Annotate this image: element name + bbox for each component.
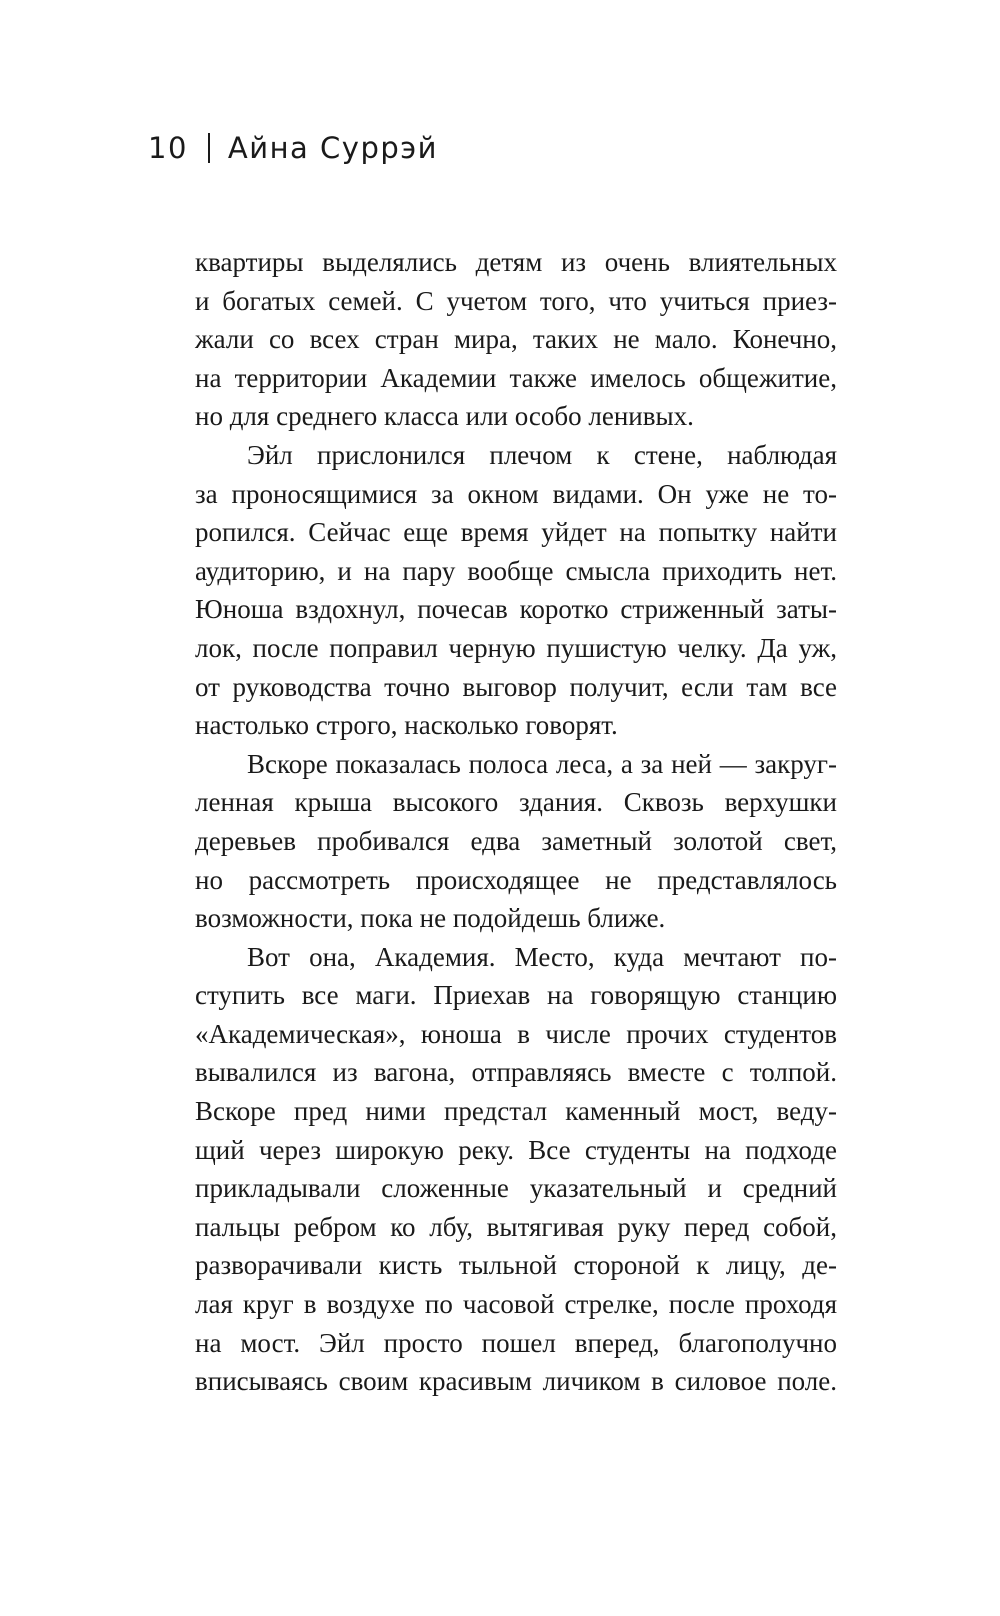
text-line: настолько строго, насколько говорят. (195, 710, 618, 741)
text-line: «Академическая», юноша в числе прочих студентов (195, 1018, 837, 1049)
text-line: пальцы ребром ко лбу, вытягивая руку перед собой, (195, 1211, 837, 1242)
page-body-text (195, 243, 837, 1401)
text-line: возможности, пока не подойдешь ближе. (195, 903, 666, 934)
text-line: вписываясь своим красивым личиком в силовое поле. (195, 1366, 837, 1397)
text-line: Эйл прислонился плечом к стене, наблюдая (247, 439, 837, 470)
text-line: Вскоре показалась полоса леса, а за ней — закруг- (247, 748, 837, 779)
text-line: но рассмотреть происходящее не представлялось (195, 864, 837, 895)
text-line: аудиторию, и на пару вообще смысла приходить нет. (195, 555, 837, 586)
header-separator (208, 133, 210, 163)
text-line: Юноша вздохнул, почесав коротко стриженный заты- (195, 594, 837, 625)
text-line: от руководства точно выговор получит, если там все (195, 671, 837, 702)
text-line: вывалился из вагона, отправляясь вместе с толпой. (195, 1057, 837, 1088)
text-line: лая круг в воздухе по часовой стрелке, после проходя (195, 1289, 837, 1320)
text-line: и богатых семей. С учетом того, что учиться приез- (195, 285, 837, 316)
running-head (148, 128, 438, 168)
text-line: на территории Академии также имелось общежитие, (195, 362, 837, 393)
text-line: на мост. Эйл просто пошел вперед, благополучно (195, 1327, 837, 1358)
text-line: Вот она, Академия. Место, куда мечтают по- (247, 941, 837, 972)
text-line: ступить все маги. Приехав на говорящую станцию (195, 980, 837, 1011)
text-line: ропился. Сейчас еще время уйдет на попытку найти (195, 517, 837, 548)
author-name: Айна Суррэй (227, 131, 439, 165)
page-number: 10 (148, 131, 188, 165)
text-line: но для среднего класса или особо ленивых. (195, 401, 694, 432)
text-line: щий через широкую реку. Все студенты на подходе (195, 1134, 837, 1165)
text-line: квартиры выделялись детям из очень влиятельных (195, 247, 837, 277)
text-line: лок, после поправил черную пушистую челку. Да уж, (195, 632, 837, 663)
text-line: деревьев пробивался едва заметный золотой свет, (195, 825, 837, 856)
text-line: разворачивали кисть тыльной стороной к лицу, де- (195, 1250, 837, 1281)
text-line: жали со всех стран мира, таких не мало. Конечно, (195, 324, 837, 355)
text-line: за проносящимися за окном видами. Он уже не то- (195, 478, 837, 509)
text-line: ленная крыша высокого здания. Сквозь верхушки (195, 787, 837, 818)
text-line: Вскоре пред ними предстал каменный мост, веду- (195, 1096, 837, 1127)
text-line: прикладывали сложенные указательный и средний (195, 1173, 837, 1204)
